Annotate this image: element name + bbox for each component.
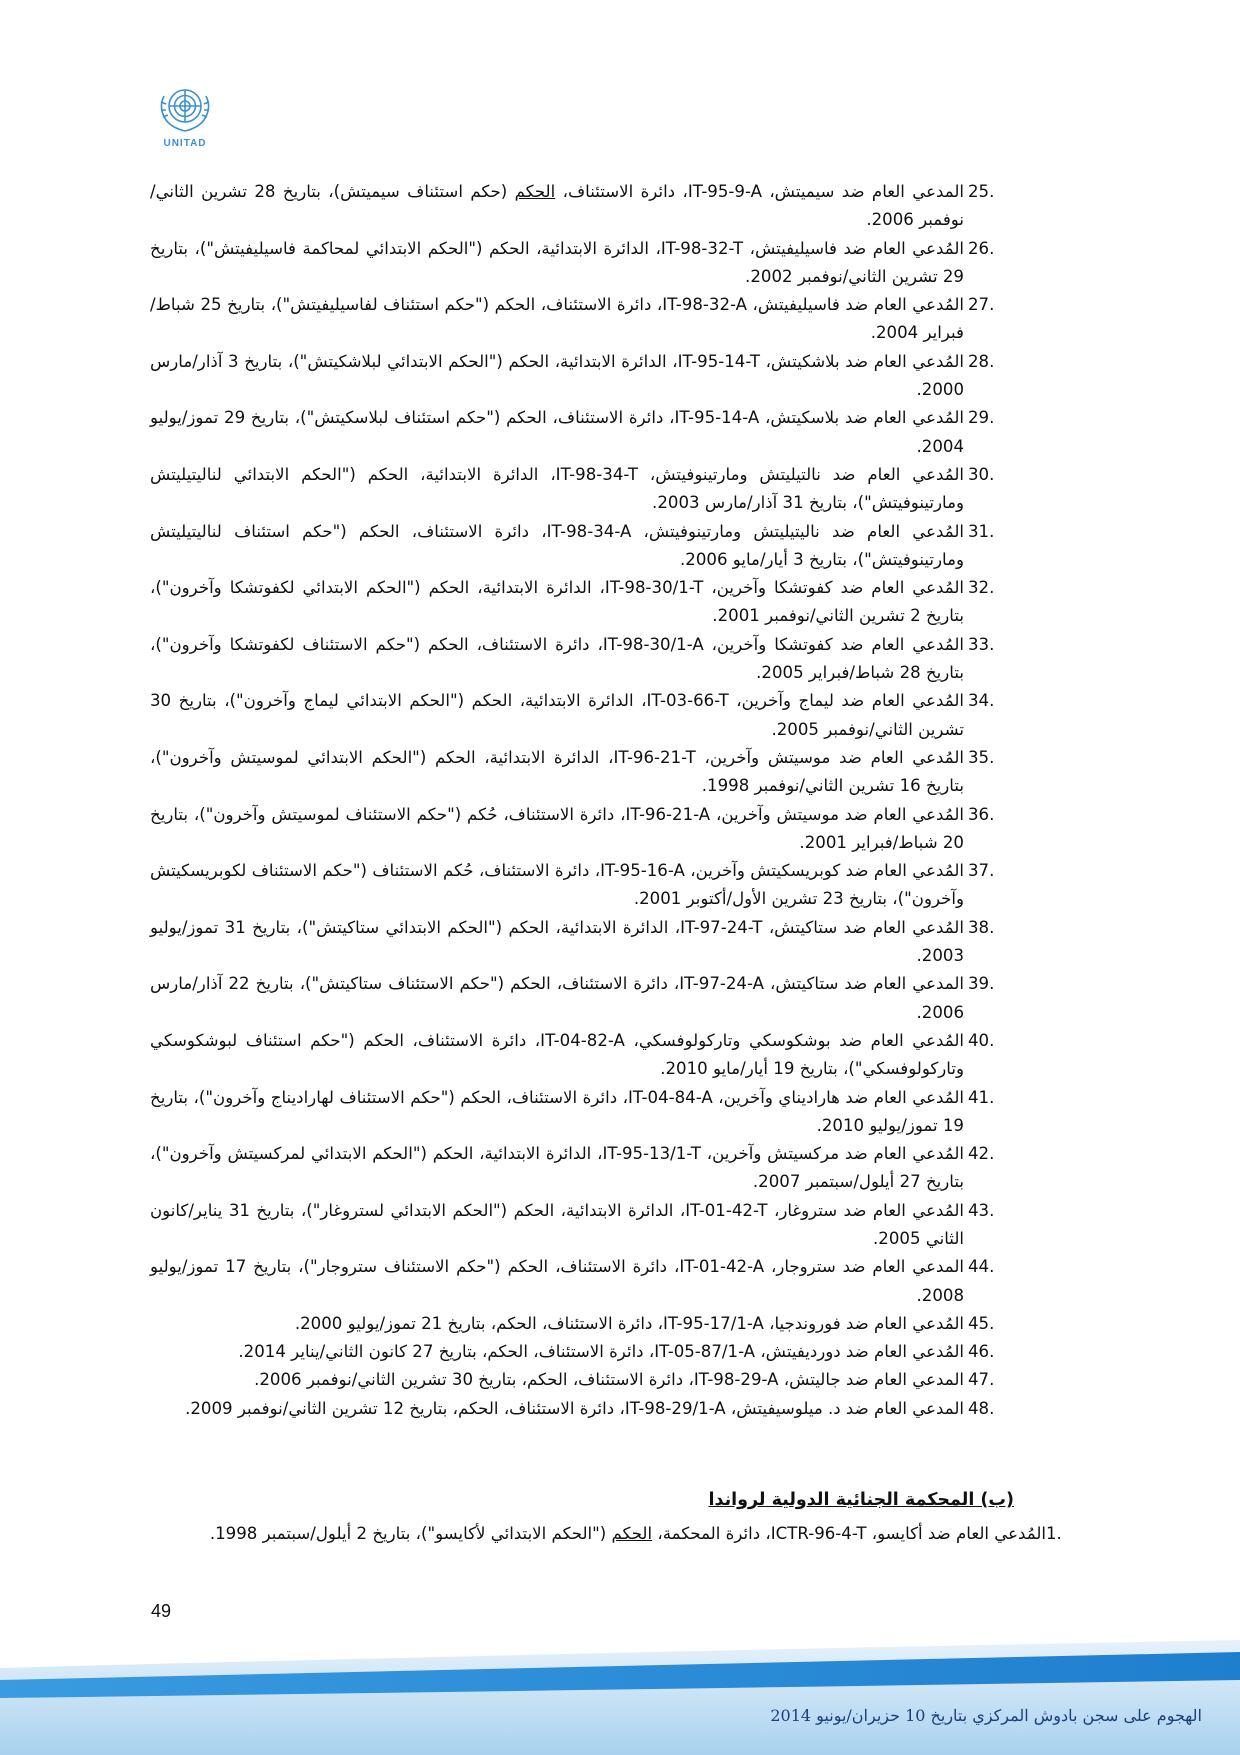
reference-item	[150, 1338, 995, 1366]
item-text: المُدعي العام ضد موسيتش وآخرين، IT-96-21-T، الدائرة الابتدائية، الحكم ("الحكم الابتدائي لموسيتش وآخرون")، بتاريخ 16 تشرين الثاني/نوفمبر 1998.	[150, 747, 964, 796]
item-number: 38.	[968, 917, 995, 937]
item-number: 28.	[968, 351, 995, 371]
item-underlined: الحكم	[514, 182, 556, 201]
reference-item	[150, 1197, 995, 1254]
reference-item	[150, 687, 995, 744]
item-number: 33.	[968, 634, 995, 654]
item-number: 36.	[968, 804, 995, 824]
item-number: 44.	[968, 1257, 995, 1277]
item-text: المُدعي العام ضد بلاشكيتش، IT-95-14-T، الدائرة الابتدائية، الحكم ("الحكم الابتدائي لبلاشكيتش")، بتاريخ 3 آذار/مارس 2000.	[150, 351, 965, 400]
page-number: 49	[151, 1601, 172, 1621]
reference-item	[150, 291, 995, 348]
item-text: المُدعي العام ضد نالتيليتش ومارتينوفيتش، IT-98-34-T، الدائرة الابتدائية، الحكم ("الحكم الابتدائي لناليتيليتش ومارتينوفيتش")، بتاريخ 31 آذار/مارس 2003.	[150, 464, 964, 513]
reference-item	[150, 178, 995, 235]
reference-item	[150, 631, 995, 688]
un-emblem-icon	[152, 76, 218, 136]
reference-item	[150, 744, 995, 801]
reference-item	[150, 1084, 995, 1141]
item-text-after: ("الحكم الابتدائي لأكايسو")، بتاريخ 2 أيلول/سبتمبر 1998.	[209, 1524, 612, 1543]
logo-text: UNITAD	[163, 138, 207, 149]
reference-item	[150, 914, 995, 971]
item-text: المُدعي العام ضد كفوتشكا وآخرين، IT-98-30/1-T، الدائرة الابتدائية، الحكم ("الحكم الابتدائي لكفوتشكا وآخرون")، بتاريخ 2 تشرين الثاني/نوفمبر 2001.	[150, 578, 964, 626]
item-text: المُدعي العام ضد هاراديناي وآخرين، IT-04-84-A، دائرة الاستئناف، الحكم ("حكم الاستئناف لهاراديناج وآخرون")، بتاريخ 19 تموز/يوليو 2010.	[150, 1087, 965, 1135]
reference-item	[150, 857, 995, 914]
item-number: 43.	[968, 1200, 995, 1220]
item-text-after: (حكم استئناف سيميتش)، بتاريخ 28 تشرين الثاني/نوفمبر 2006.	[150, 182, 964, 230]
item-text: المُدعي العام ضد ستروغار، IT-01-42-T، الدائرة الابتدائية، الحكم ("الحكم الابتدائي لستروغار")، بتاريخ 31 يناير/كانون الثاني 2005.	[150, 1200, 965, 1248]
item-text: المدعي العام ضد ستاكيتش، IT-97-24-A، دائرة الاستئناف، الحكم ("حكم الاستئناف ستاكيتش")، بتاريخ 22 آذار/مارس 2006.	[150, 974, 964, 1022]
item-number: 48.	[968, 1398, 995, 1418]
item-text: المُدعي العام ضد ليماج وآخرين، IT-03-66-T، الدائرة الابتدائية، الحكم ("الحكم الابتدائي ليماج وآخرون")، بتاريخ 30 تشرين الثاني/نوفمبر 2005.	[150, 691, 964, 739]
item-text: المُدعي العام ضد دورديفيتش، IT-05-87/1-A، دائرة الاستئناف، الحكم، بتاريخ 27 كانون الثاني/يناير 2014.	[238, 1342, 964, 1362]
reference-item	[150, 1395, 995, 1423]
item-number: 25.	[968, 182, 995, 201]
reference-item	[150, 801, 995, 858]
item-number: 34.	[968, 691, 995, 711]
item-number: 45.	[968, 1313, 995, 1333]
item-text: المُدعي العام ضد ناليتيليتش ومارتينوفيتش، IT-98-34-A، دائرة الاستئناف، الحكم ("حكم استئناف لناليتيليتش ومارتينوفيتش")، بتاريخ 3 أيار/مايو 2006.	[150, 521, 964, 569]
ictr-reference-item	[140, 1520, 1090, 1548]
item-number: 1.	[1046, 1524, 1062, 1543]
item-number: 32.	[968, 578, 995, 598]
item-text: المُدعي العام ضد كفوتشكا وآخرين، IT-98-30/1-A، دائرة الاستئناف، الحكم ("حكم الاستئناف لكفوتشكا وآخرون")، بتاريخ 28 شباط/فبراير 2005.	[150, 634, 964, 683]
item-text: المُدعي العام ضد بوشكوسكي وتاركولوفسكي، IT-04-82-A، دائرة الاستئناف، الحكم ("حكم استئناف لبوشكوسكي وتاركولوفسكي")، بتاريخ 19 أيار/مايو 2010.	[150, 1030, 964, 1079]
item-number: 29.	[968, 408, 995, 428]
reference-item	[150, 235, 995, 292]
reference-list	[150, 178, 1016, 1423]
item-number: 35.	[968, 747, 995, 767]
item-number: 40.	[968, 1030, 995, 1050]
item-text: المُدعي العام ضد أكايسو، ICTR-96-4-T، دائرة المحكمة،	[652, 1524, 1046, 1543]
item-number: 46.	[968, 1342, 995, 1362]
item-underlined: الحكم	[611, 1524, 653, 1543]
footer-title: الهجوم على سجن بادوش المركزي بتاريخ 10 حزيران/يونيو 2014	[770, 1706, 1202, 1725]
item-text: المُدعي العام ضد فاسيليفيتش، IT-98-32-T، الدائرة الابتدائية، الحكم ("الحكم الابتدائي لمحاكمة فاسيليفيتش")، بتاريخ 29 تشرين الثاني/نوفمبر 2002.	[150, 238, 964, 286]
item-text: المُدعي العام ضد مركسيتش وآخرين، IT-95-13/1-T، الدائرة الابتدائية، الحكم ("الحكم الابتدائي لمركسيتش وآخرون")، بتاريخ 27 أيلول/سبتمبر 2007.	[150, 1144, 964, 1192]
reference-item	[150, 404, 995, 461]
section-heading-ictr: (ب) المحكمة الجنائية الدولية لرواندا	[708, 1490, 1014, 1510]
item-text: المُدعي العام ضد بلاسكيتش، IT-95-14-A، دائرة الاستئناف، الحكم ("حكم استئناف لبلاسكيتش")، بتاريخ 29 تموز/يوليو 2004.	[150, 408, 964, 456]
reference-item	[150, 1253, 995, 1310]
item-text: المدعي العام ضد جاليتش، IT-98-29-A، دائرة الاستئناف، الحكم، بتاريخ 30 تشرين الثاني/نوفمبر 2006.	[254, 1370, 964, 1390]
item-text: المُدعي العام ضد ستاكيتش، IT-97-24-T، الدائرة الابتدائية، الحكم ("الحكم الابتدائي ستاكيتش")، بتاريخ 31 تموز/يوليو 2003.	[150, 917, 964, 966]
item-number: 47.	[968, 1370, 995, 1390]
reference-item	[150, 1027, 995, 1084]
reference-item	[150, 348, 995, 405]
item-number: 39.	[968, 974, 995, 994]
item-text: المُدعي العام ضد موسيتش وآخرين، IT-96-21-A، دائرة الاستئناف، حُكم ("حكم الاستئناف لموسيتش وآخرون")، بتاريخ 20 شباط/فبراير 2001.	[150, 804, 964, 852]
reference-item	[150, 1310, 995, 1338]
item-text: المدعي العام ضد سيميتش، IT-95-9-A، دائرة الاستئناف،	[555, 182, 964, 201]
item-text: المُدعي العام ضد فوروندجيا، IT-95-17/1-A، دائرة الاستئناف، الحكم، بتاريخ 21 تموز/يوليو 2000.	[294, 1313, 964, 1333]
item-text: المدعي العام ضد د. ميلوسيفيتش، IT-98-29/1-A، دائرة الاستئناف، الحكم، بتاريخ 12 تشرين الثاني/نوفمبر 2009.	[185, 1398, 964, 1418]
item-number: 26.	[968, 238, 995, 258]
item-number: 42.	[968, 1144, 995, 1164]
reference-item	[150, 1140, 995, 1197]
item-number: 27.	[968, 295, 995, 315]
item-text: المُدعي العام ضد كوبريسكيتش وآخرين، IT-95-16-A، دائرة الاستئناف، حُكم الاستئناف ("حكم الاستئناف لكوبريسكيتش وآخرون")، بتاريخ 23 تشرين الأول/أكتوبر 2001.	[150, 861, 964, 909]
item-text: المُدعي العام ضد فاسيليفيتش، IT-98-32-A، دائرة الاستئناف، الحكم ("حكم استئناف لفاسيليفيتش")، بتاريخ 25 شباط/فبراير 2004.	[150, 295, 964, 343]
reference-item	[150, 970, 995, 1027]
reference-item	[150, 574, 995, 631]
reference-item	[150, 1366, 995, 1394]
unitad-logo	[150, 76, 220, 149]
reference-item	[150, 518, 995, 575]
item-text: المدعي العام ضد ستروجار، IT-01-42-A، دائرة الاستئناف، الحكم ("حكم الاستئناف ستروجار")، بتاريخ 17 تموز/يوليو 2008.	[150, 1257, 964, 1305]
footer-wave	[0, 1640, 1240, 1755]
item-number: 30.	[968, 464, 995, 484]
item-number: 41.	[968, 1087, 995, 1107]
reference-item	[150, 461, 995, 518]
item-number: 31.	[968, 521, 995, 541]
item-number: 37.	[968, 861, 995, 881]
